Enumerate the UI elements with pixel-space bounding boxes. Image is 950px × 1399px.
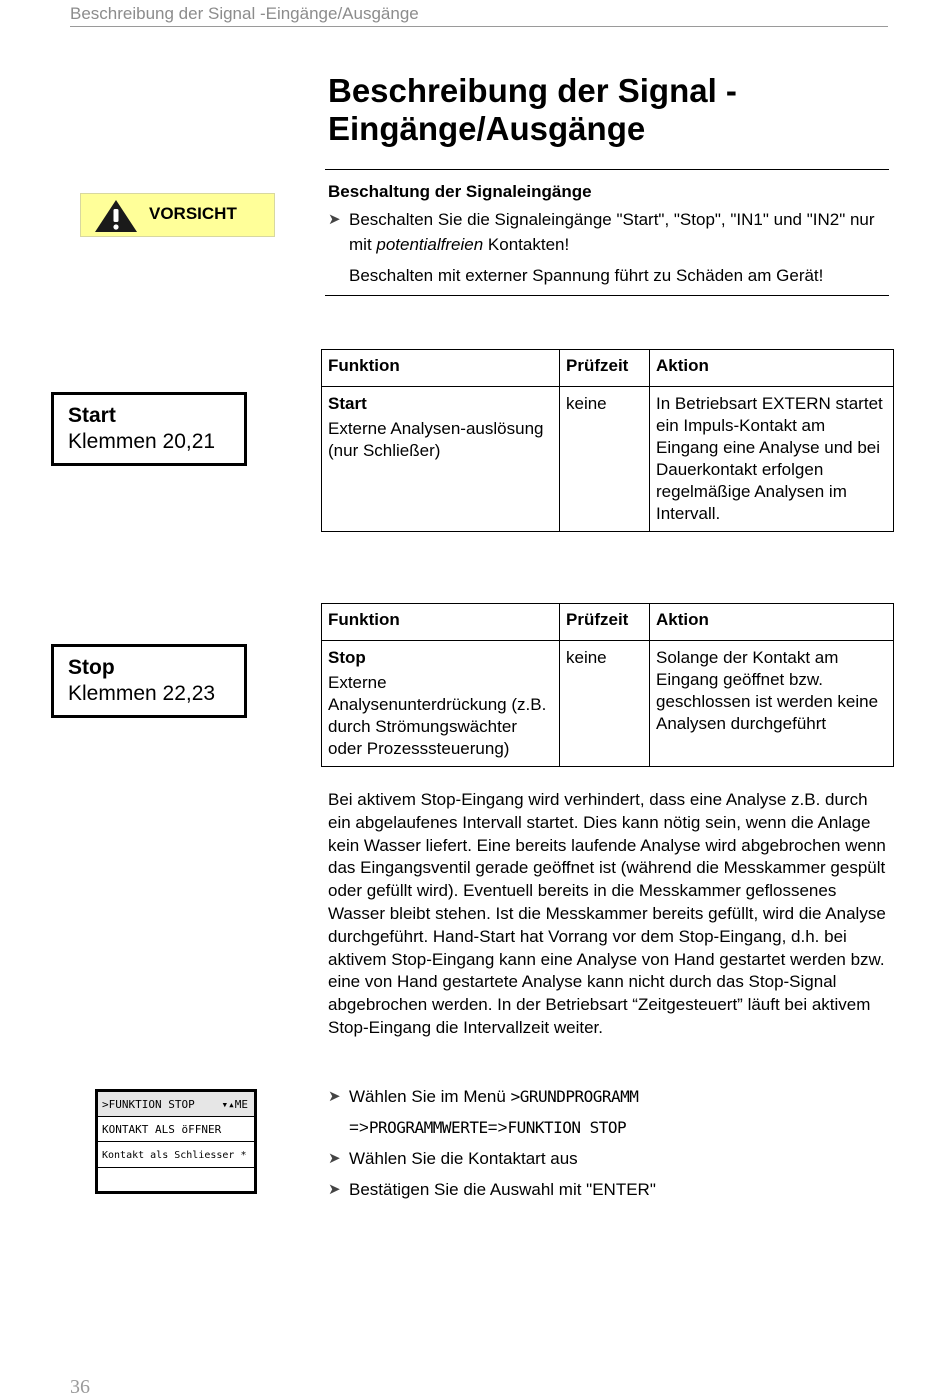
page-number: 36: [70, 1376, 90, 1398]
arrow-bullet-icon: ➤: [328, 1150, 341, 1167]
start-terminal-box: [51, 392, 247, 466]
header-funktion: Funktion: [322, 604, 560, 641]
start-box-terminals: Klemmen 20,21: [68, 430, 216, 453]
table-header-row: [322, 350, 894, 387]
stop-box-title: Stop: [68, 656, 115, 679]
caution-heading: Beschaltung der Signaleingänge: [328, 182, 592, 201]
stop-signal-table: [321, 603, 894, 767]
stop-aktion-cell: Solange der Kontakt am Eingang geöffnet bzw. geschlossen ist werden keine Analysen durchgeführt: [650, 641, 894, 767]
path-arrow-1: =>: [349, 1118, 369, 1137]
step-1-text: [349, 1084, 894, 1109]
stop-funktion-cell: [322, 641, 560, 767]
page-title-line2: Eingänge/Ausgänge: [328, 110, 646, 147]
path-arrow-2: =>: [487, 1118, 508, 1137]
arrow-bullet-icon: ➤: [328, 1088, 341, 1105]
step-2-text: Wählen Sie die Kontaktart aus: [349, 1149, 578, 1168]
header-funktion: Funktion: [322, 350, 560, 387]
step-1-menu-code: >GRUNDPROGRAMM: [510, 1087, 639, 1106]
stop-pruefzeit-cell: keine: [560, 641, 650, 767]
lcd-row-title: [98, 1092, 254, 1117]
table-header-row: [322, 604, 894, 641]
stop-terminal-box: [51, 644, 247, 718]
step-3-text: Bestätigen Sie die Auswahl mit "ENTER": [349, 1180, 656, 1199]
start-signal-table: [321, 349, 894, 532]
header-aktion: Aktion: [650, 350, 894, 387]
caution-badge: [80, 193, 275, 237]
page-title-line1: Beschreibung der Signal -: [328, 72, 737, 109]
caution-bullet-pre: Beschalten Sie die Signaleingänge "Start", "Stop", "IN1" und "IN2" nur mit: [349, 210, 875, 254]
caution-label: VORSICHT: [149, 204, 237, 223]
header-pruefzeit: Prüfzeit: [560, 604, 650, 641]
lcd-menu-display: [95, 1089, 257, 1194]
start-function-desc: Externe Analysen-auslösung (nur Schließer): [328, 419, 544, 460]
table-row: [322, 387, 894, 532]
stop-function-name: Stop: [328, 648, 366, 667]
lcd-scroll-indicator: ▾▴ME: [221, 1098, 248, 1111]
start-box-title: Start: [68, 404, 116, 427]
caution-note-text: Beschalten mit externer Spannung führt zu Schäden am Gerät!: [349, 266, 824, 285]
arrow-bullet-icon: ➤: [328, 1181, 341, 1198]
caution-bullet-emphasis: potentialfreien: [376, 235, 484, 254]
running-header: Beschreibung der Signal -Eingänge/Ausgänge: [70, 4, 888, 27]
path-code-programmwerte: PROGRAMMWERTE: [368, 1118, 488, 1137]
lcd-row-empty: [98, 1168, 254, 1193]
caution-bullet-post: Kontakten!: [483, 235, 570, 254]
start-funktion-cell: [322, 387, 560, 532]
header-aktion: Aktion: [650, 604, 894, 641]
lcd-row-option-oeffner: KONTAKT ALS öFFNER: [98, 1117, 254, 1142]
stop-box-terminals: Klemmen 22,23: [68, 682, 216, 705]
stop-function-desc: Externe Analysenunterdrückung (z.B. durch Strömungswächter oder Prozesssteuerung): [328, 673, 547, 758]
page-title: [328, 72, 888, 148]
stop-explanation-paragraph: Bei aktivem Stop-Eingang wird verhindert, dass eine Analyse z.B. durch ein abgelaufenes Intervall startet. Dies kann nötig sein, wenn die Anlage kein Wasser liefert. Eine bereits laufende Analyse wird abgebrochen wenn das Eingangsventil gerade geöffnet ist (während die Messkammer gespült oder gefüllt wird). Eventuell bereits in die Messkammer geflossenes Wasser bleibt stehen. Ist die Messkammer bereits gefüllt, wird die Analyse durchgeführt. Hand-Start hat Vorrang vor dem Stop-Eingang, d.h. bei aktivem Stop-Eingang kann eine Analyse von Hand gestartet werden bzw. eine von Hand gestartete Analyse kann nicht durch das Stop-Signal abgebrochen werden. In der Betriebsart “Zeitgesteuert” läuft bei aktivem Stop-Eingang die Intervallzeit weiter.: [328, 790, 886, 1037]
lcd-row-option-schliesser: Kontakt als Schliesser *: [98, 1143, 254, 1168]
step-1-pre: Wählen Sie im Menü: [349, 1087, 511, 1106]
table-row: [322, 641, 894, 767]
caution-bullet-text: [349, 207, 894, 257]
start-aktion-cell: In Betriebsart EXTERN startet ein Impuls-Kontakt am Eingang eine Analyse und bei Dauerkontakt erfolgen regelmäßige Analysen im Intervall.: [650, 387, 894, 532]
arrow-bullet-icon: ➤: [328, 211, 341, 228]
lcd-title-text: >FUNKTION STOP: [102, 1098, 195, 1111]
start-pruefzeit-cell: keine: [560, 387, 650, 532]
header-pruefzeit: Prüfzeit: [560, 350, 650, 387]
caution-text-block: [325, 169, 889, 296]
path-code-funktion-stop: FUNKTION STOP: [507, 1118, 627, 1137]
step-1-path-text: [349, 1115, 894, 1140]
start-function-name: Start: [328, 394, 367, 413]
warning-triangle-icon: [93, 198, 139, 234]
